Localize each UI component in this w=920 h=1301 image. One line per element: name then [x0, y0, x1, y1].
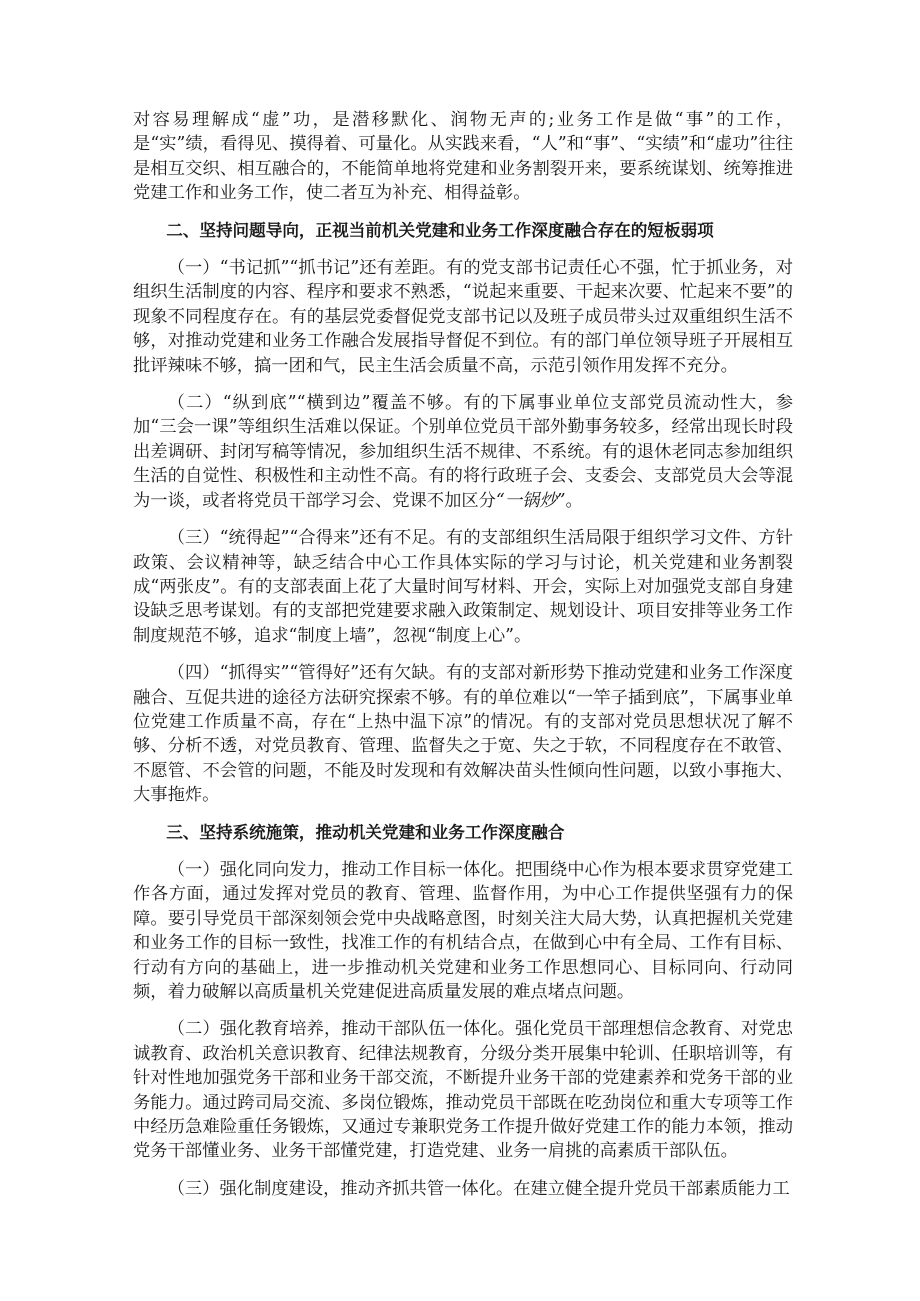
paragraph-2-4: （四）“抓得实”“管得好”还有欠缺。有的支部对新形势下推动党建和业务工作深度融合、互促共进的途径方法研究探索不够。有的单位难以“一竿子插到底”，下属事业单位党建工作质量不高，存在“上热中温下凉”的情况。有的支部对党员思想状况了解不够、分析不透，对党员教育、管理、监督失之于宽、失之于软，不同程度存在不敢管、不愿管、不会管的问题，不能及时发现和有效解决苗头性倾向性问题，以致小事拖大、大事拖炸。: [133, 663, 793, 806]
paragraph-3-2: （二）强化教育培养，推动干部队伍一体化。强化党员干部理想信念教育、对党忠诚教育、政治机关意识教育、纪律法规教育，分级分类开展集中轮训、任职培训等，有针对性地加强党务干部和业务干部交流，不断提升业务干部的党建素养和党务干部的业务能力。通过跨司局交流、多岗位锻炼，推动党员干部既在吃劲岗位和重大专项等工作中经历急难险重任务锻炼，又通过专兼职党务工作提升做好党建工作的能力本领，推动党务干部懂业务、业务干部懂党建，打造党建、业务一肩挑的高素质干部队伍。: [133, 1019, 793, 1162]
section-heading-2: 二、坚持问题导向，正视当前机关党建和业务工作深度融合存在的短板弱项: [166, 220, 714, 240]
paragraph-3-1: （一）强化同向发力，推动工作目标一体化。把围绕中心作为根本要求贯穿党建工作各方面，通过发挥对党员的教育、管理、监督作用，为中心工作提供坚强有力的保障。要引导党员干部深刻领会党中央战略意图，时刻关注大局大势，认真把握机关党建和业务工作的目标一致性，找准工作的有机结合点，在做到心中有全局、工作有目标、行动有方向的基础上，进一步推动机关党建和业务工作思想同心、目标同向、行动同频，着力破解以高质量机关党建促进高质量发展的难点堵点问题。: [133, 859, 793, 1002]
paragraph-2-2-quote: “一锅炒”: [495, 490, 566, 511]
paragraph-3-3: （三）强化制度建设，推动齐抓共管一体化。在建立健全提升党员干部素质能力工: [167, 1178, 790, 1199]
paragraph-2-3: （三）“统得起”“合得来”还有不足。有的支部组织生活局限于组织学习文件、方针政策、会议精神等，缺乏结合中心工作具体实际的学习与讨论，机关党建和业务割裂成“两张皮”。有的支部表面上花了大量时间写材料、开会，实际上对加强党支部自身建设缺乏思考谋划。有的支部把党建要求融入政策制定、规划设计、项目安排等业务工作制度规范不够，追求“制度上墙”，忽视“制度上心”。: [133, 528, 793, 646]
paragraph-2-2-end: 。: [565, 490, 583, 511]
paragraph-2-2-text: （二）“纵到底”“横到边”覆盖不够。有的下属事业单位支部党员流动性大，参加“三会一课”等组织生活难以保证。个别单位党员干部外勤事务较多，经常出现长时段出差调研、封闭写稿等情况，参加组织生活不规律、不系统。有的退休老同志参加组织生活的自觉性、积极性和主动性不高。有的将行政班子会、支委会、支部党员大会等混为一谈，或者将党员干部学习会、党课不加区分: [133, 393, 793, 511]
document-page: [133, 108, 793, 1201]
section-heading-3: 三、坚持系统施策，推动机关党建和业务工作深度融合: [166, 822, 565, 842]
paragraph-2-1: （一）“书记抓”“抓书记”还有差距。有的党支部书记责任心不强，忙于抓业务，对组织生活制度的内容、程序和要求不熟悉，“说起来重要、干起来次要、忙起来不要”的现象不同程度存在。有的基层党委督促党支部书记以及班子成员带头过双重组织生活不够，对推动党建和业务工作融合发展指导督促不到位。有的部门单位领导班子开展相互批评辣味不够，搞一团和气，民主生活会质量不高，示范引领作用发挥不充分。: [133, 258, 793, 376]
paragraph-intro: 对容易理解成“虚”功，是潜移默化、润物无声的;业务工作是做“事”的工作，是“实”绩，看得见、摸得着、可量化。从实践来看，“人”和“事”、“实绩”和“虚功”往往是相互交织、相互融合的，不能简单地将党建和业务割裂开来，要系统谋划、统筹推进党建工作和业务工作，使二者互为补充、相得益彰。: [133, 110, 793, 204]
paragraph-2-2: [133, 391, 793, 513]
